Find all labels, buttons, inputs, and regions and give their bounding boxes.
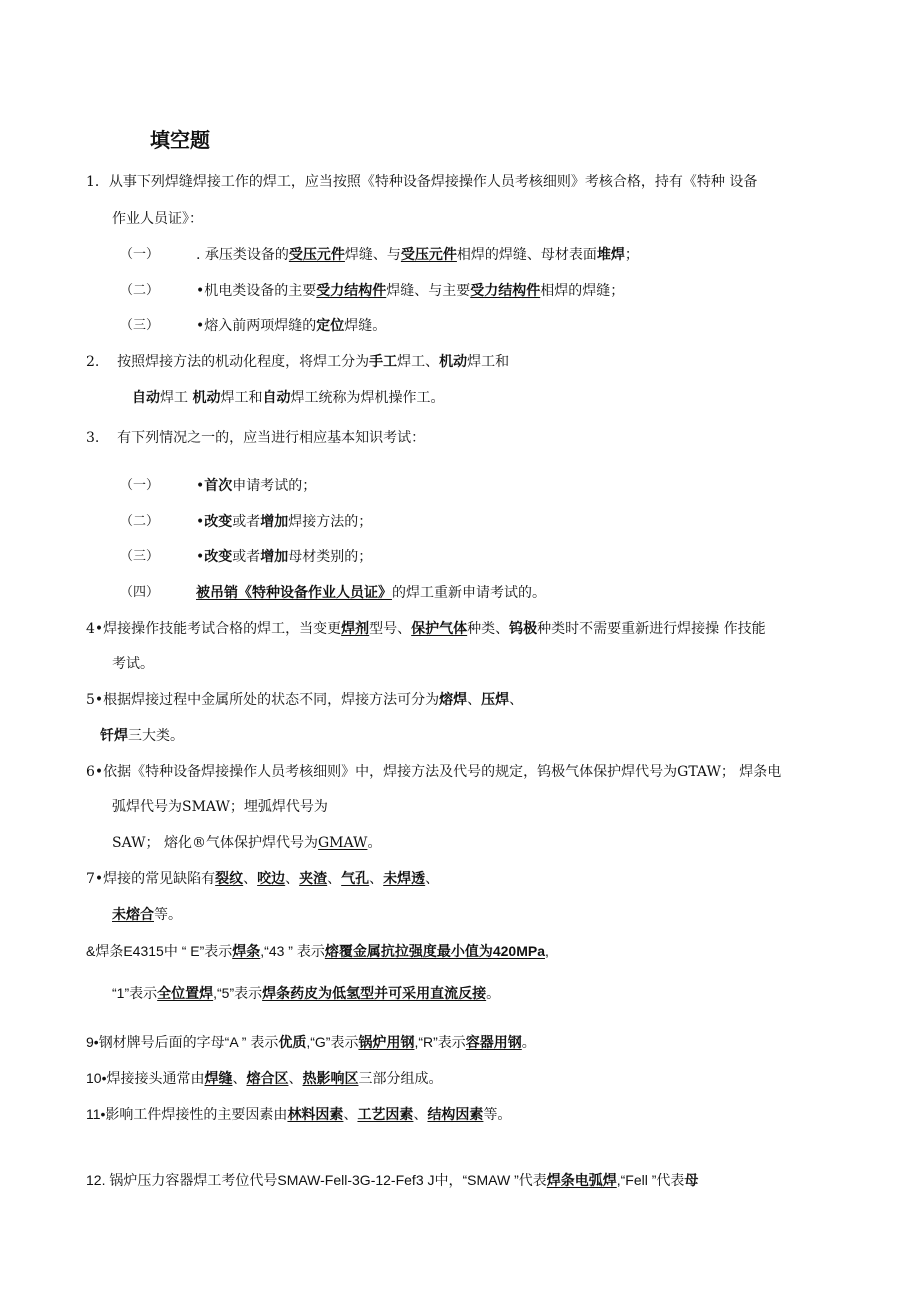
- q3-item-1-label: （一）: [120, 478, 160, 493]
- answer: 林料因素: [287, 1106, 344, 1122]
- text: 。: [521, 1034, 536, 1050]
- answer: 工艺因素: [357, 1106, 414, 1122]
- text: &焊条E4315中 “ E”表示: [86, 943, 233, 959]
- q1-item-3-label: （三）: [120, 318, 160, 333]
- answer: 改变: [204, 549, 233, 565]
- text: 焊工和: [220, 390, 263, 406]
- answer: 机动: [192, 390, 221, 406]
- text: 焊工统称为焊机操作工。: [290, 390, 445, 406]
- answer: 自动: [132, 390, 160, 406]
- text: 的焊工重新申请考试的。: [392, 585, 546, 601]
- text: •熔入前两项焊缝的: [196, 318, 317, 334]
- text: •: [196, 514, 205, 530]
- q1-item-1-label: （一）: [120, 247, 160, 262]
- answer: 焊条: [232, 943, 261, 959]
- q3-item-3: [196, 547, 372, 567]
- q3-item-2-label: （二）: [120, 514, 160, 529]
- text: ,“R”表示: [414, 1034, 466, 1050]
- answer: 结构因素: [427, 1106, 484, 1122]
- answer: 钨极: [509, 621, 538, 637]
- text: 有下列情况之一的，应当进行相应基本知识考试：: [117, 430, 426, 446]
- text: 、: [288, 1070, 303, 1086]
- answer: 增加: [260, 549, 289, 565]
- answer: 受力结构件: [316, 283, 387, 299]
- text: 相焊的焊缝；: [540, 283, 625, 299]
- answer: 优质: [278, 1034, 307, 1050]
- question-12: [86, 1170, 698, 1190]
- answer: 钎焊: [100, 728, 128, 744]
- text: 母材类别的；: [288, 549, 373, 565]
- text: . 承压类设备的: [196, 247, 289, 263]
- question-8-line-1: [86, 941, 549, 961]
- text: ；: [624, 247, 639, 263]
- text: 9•钢材牌号后面的字母“A ” 表示: [86, 1034, 279, 1050]
- text: 。: [367, 835, 382, 851]
- answer: 机动: [439, 354, 468, 370]
- answer: 气孔: [341, 871, 370, 887]
- answer: 定位: [316, 318, 345, 334]
- answer: 焊缝: [204, 1070, 233, 1086]
- text: 种类、: [467, 621, 510, 637]
- answer: 被吊销《特种设备作业人员证》: [196, 585, 392, 601]
- text: •: [196, 478, 205, 494]
- text: 焊缝、与主要: [386, 283, 471, 299]
- text: 焊工: [160, 390, 193, 406]
- text: 7•焊接的常见缺陷有: [86, 871, 216, 887]
- text: 11•影响工件焊接性的主要因素由: [86, 1106, 288, 1122]
- question-7-line-1: [86, 869, 439, 889]
- q1-item-3: [196, 316, 386, 336]
- text: “1”表示: [112, 985, 158, 1001]
- question-5-line-1: [86, 690, 523, 710]
- answer: 首次: [204, 478, 233, 494]
- answer: 夹渣: [299, 871, 328, 887]
- answer: 全位置焊: [157, 985, 214, 1001]
- text: SAW； 熔化®气体保护焊代号为: [112, 835, 318, 851]
- answer: 焊条电弧焊: [546, 1172, 617, 1188]
- answer: 受力结构件: [470, 283, 541, 299]
- text: 、: [413, 1106, 428, 1122]
- answer: 堆焊: [596, 247, 625, 263]
- question-2-line-2: [132, 388, 444, 408]
- text: 或者: [232, 514, 261, 530]
- text: 、: [232, 1070, 247, 1086]
- question-5-line-2: [100, 726, 184, 746]
- answer: 熔焊: [439, 692, 468, 708]
- text: 、: [243, 871, 258, 887]
- answer: 压焊: [481, 692, 510, 708]
- question-6-line-2: 弧焊代号为SMAW；埋弧焊代号为: [112, 799, 328, 815]
- text: 或者: [232, 549, 261, 565]
- text: 焊接方法的；: [288, 514, 373, 530]
- text: 。: [486, 985, 501, 1001]
- q3-item-1: [196, 476, 316, 496]
- text: ,“5”表示: [213, 985, 263, 1001]
- answer: GMAW: [317, 835, 368, 851]
- text: 焊缝。: [344, 318, 387, 334]
- text: 5•根据焊接过程中金属所处的状态不同，焊接方法可分为: [86, 692, 440, 708]
- answer: 焊条药皮为低氢型并可采用直流反接: [262, 985, 487, 1001]
- text: 型号、: [369, 621, 412, 637]
- question-4-line-1: [86, 619, 766, 639]
- text: 、: [369, 871, 384, 887]
- question-9: [86, 1032, 536, 1052]
- question-1-line-2: 作业人员证》：: [112, 211, 203, 227]
- answer: 未熔合: [112, 907, 154, 923]
- question-number: 3.: [86, 430, 100, 446]
- text: ,“G”表示: [306, 1034, 359, 1050]
- text: 按照焊接方法的机动化程度，将焊工分为: [117, 354, 370, 370]
- text: 等。: [154, 907, 182, 923]
- question-6-line-3: [112, 833, 381, 853]
- q3-item-3-label: （三）: [120, 549, 160, 564]
- question-number: 2.: [86, 354, 100, 370]
- question-2-line-1: [86, 352, 509, 372]
- answer: 增加: [260, 514, 289, 530]
- question-3-line-1: [86, 428, 425, 448]
- text: 焊工和: [467, 354, 510, 370]
- question-10: [86, 1068, 442, 1088]
- q3-item-4: [196, 583, 546, 603]
- answer: 裂纹: [215, 871, 244, 887]
- text: 三部分组成。: [358, 1070, 443, 1086]
- text: 、: [327, 871, 342, 887]
- text: 、: [285, 871, 300, 887]
- text: 申请考试的；: [232, 478, 317, 494]
- q1-item-1: [196, 245, 639, 265]
- answer: 自动: [262, 390, 291, 406]
- text: 4•焊接操作技能考试合格的焊工，当变更: [86, 621, 342, 637]
- text: •机电类设备的主要: [196, 283, 317, 299]
- answer: 锅炉用钢: [358, 1034, 415, 1050]
- answer: 熔覆金属抗拉强度最小值为420MPa: [324, 943, 545, 959]
- text: ,: [545, 943, 549, 959]
- text: 焊工、: [397, 354, 440, 370]
- question-11: [86, 1104, 511, 1124]
- question-6-line-1: 6•依据《特种设备焊接操作人员考核细则》中，焊接方法及代号的规定，钨极气体保护焊代号为GTAW； 焊条电: [86, 764, 782, 780]
- answer: 容器用钢: [465, 1034, 522, 1050]
- answer: 受压元件: [288, 247, 345, 263]
- text: 等。: [483, 1106, 512, 1122]
- answer: 未焊透: [383, 871, 426, 887]
- question-4-line-2: 考试。: [112, 656, 154, 672]
- text: 焊缝、与: [344, 247, 401, 263]
- answer: 咬边: [257, 871, 286, 887]
- text: ,“43 ” 表示: [260, 943, 325, 959]
- text: 三大类。: [128, 728, 184, 744]
- text: 12. 锅炉压力容器焊工考位代号SMAW-Fell-3G-12-Fef3 J中，“SMAW ”代表: [86, 1172, 547, 1188]
- page-title: 填空题: [150, 128, 210, 152]
- q3-item-2: [196, 512, 372, 532]
- answer: 改变: [204, 514, 233, 530]
- answer: 熔合区: [246, 1070, 289, 1086]
- text: 、: [425, 871, 440, 887]
- text: 10•焊接接头通常由: [86, 1070, 205, 1086]
- text: ,“Fell ”代表: [616, 1172, 685, 1188]
- answer: 母: [684, 1172, 699, 1188]
- text: •: [196, 549, 205, 565]
- q1-item-2: [196, 281, 624, 301]
- text: 、: [343, 1106, 358, 1122]
- text: 相焊的焊缝、母材表面: [456, 247, 597, 263]
- q3-item-4-label: （四）: [120, 585, 160, 600]
- question-1-line-1: 1．从事下列焊缝焊接工作的焊工，应当按照《特种设备焊接操作人员考核细则》考核合格，持有《特种 设备: [86, 174, 758, 190]
- q1-item-2-label: （二）: [120, 283, 160, 298]
- answer: 热影响区: [302, 1070, 359, 1086]
- answer: 手工: [369, 354, 398, 370]
- text: 种类时不需要重新进行焊接操 作技能: [537, 621, 766, 637]
- text: 、: [509, 692, 524, 708]
- answer: 保护气体: [411, 621, 468, 637]
- question-8-line-2: [112, 983, 500, 1003]
- question-7-line-2: [112, 905, 182, 925]
- answer: 焊剂: [341, 621, 370, 637]
- answer: 受压元件: [400, 247, 457, 263]
- text: 、: [467, 692, 482, 708]
